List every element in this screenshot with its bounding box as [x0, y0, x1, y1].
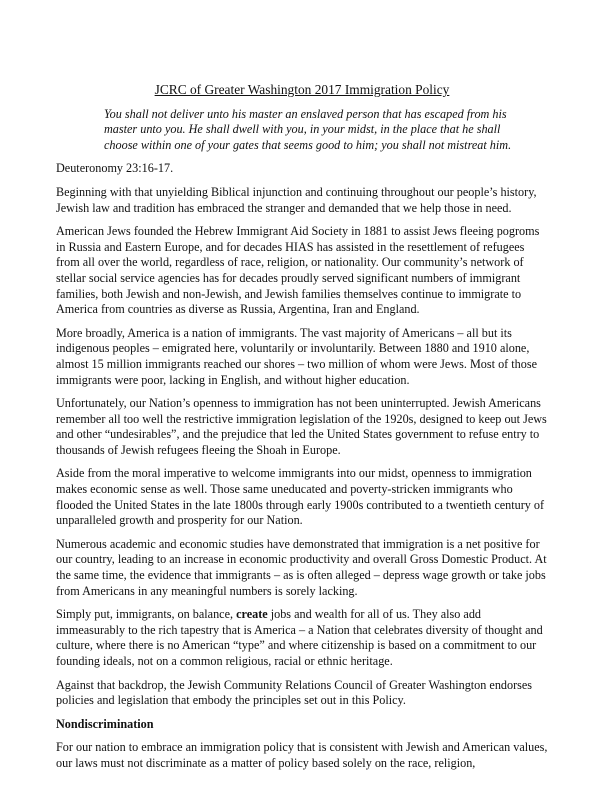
- epigraph-quote: You shall not deliver unto his master an enslaved person that has escaped from his master unto you. He shall dwell with you, in your midst, in the place that he shall choose within one of your gates that seems good to him; you shall not mistreat him.: [104, 106, 512, 152]
- paragraph-economic-sense: Aside from the moral imperative to welcome immigrants into our midst, openness to immigration makes economic sense as well. Those same uneducated and poverty-stricken immigrants who flooded the United States in the late 1800s through early 1900s contributed to a twentieth century of unparalleled growth and prosperity for our Nation.: [56, 466, 545, 528]
- paragraph-tradition: Beginning with that unyielding Biblical injunction and continuing throughout our people’s history, Jewish law and tradition has embraced the stranger and demanded that we help those in need.: [56, 184, 537, 215]
- paragraph-endorsement: Against that backdrop, the Jewish Community Relations Council of Greater Washington endorses policies and legislation that embody the principles set out in this Policy.: [56, 677, 533, 708]
- paragraph-hias: American Jews founded the Hebrew Immigrant Aid Society in 1881 to assist Jews fleeing pogroms in Russia and Eastern Europe, and for decades HIAS has assisted in the resettlement of refugees from all over the world, regardless of race, religion, or nationality. Our community’s network of stellar social service agencies has for decades proudly served significant numbers of immigrant families, both Jewish and non-Jewish, and Jewish families themselves continue to immigrate to America from countries as diverse as Russia, Argentina, Iran and England.: [56, 224, 540, 317]
- paragraph-nondiscrimination: For our nation to embrace an immigration policy that is consistent with Jewish and American values, our laws must not discriminate as a matter of policy based solely on the race, religion,: [56, 740, 548, 770]
- section-heading-nondiscrimination: Nondiscrimination: [56, 716, 154, 731]
- paragraph-create-jobs: [56, 607, 548, 669]
- create-para-before: Simply put, immigrants, on balance,: [56, 607, 237, 622]
- document-title: JCRC of Greater Washington 2017 Immigration Policy: [154, 82, 450, 97]
- paragraph-restrictions: Unfortunately, our Nation’s openness to immigration has not been uninterrupted. Jewish Americans remember all too well the restrictive immigration legislation of the 1920s, designed to keep out Jews and other “undesirables”, and the prejudice that led the United States government to refuse entry to thousands of Jewish refugees fleeing the Shoah in Europe.: [56, 396, 547, 457]
- create-para-after: jobs and wealth for all of us. They also add immeasurably to the rich tapestry that is America – a Nation that celebrates diversity of thought and culture, where there is no American “type” and where citizenship is based on a commitment to our founding ideals, not on a common religious, racial or ethnic heritage.: [56, 607, 543, 668]
- paragraph-studies: Numerous academic and economic studies have demonstrated that immigration is a net positive for our country, leading to an increase in economic productivity and overall Gross Domestic Product. At the same time, the evidence that immigrants – as is often alleged – depress wage growth or take jobs from Americans in any meaningful numbers is sorely lacking.: [56, 536, 547, 598]
- create-para-bold: create: [236, 607, 268, 622]
- document-page: [56, 82, 548, 780]
- paragraph-nation-of-immigrants: More broadly, America is a nation of immigrants. The vast majority of Americans – all but its indigenous peoples – emigrated here, voluntarily or involuntarily. Between 1880 and 1910 alone, almost 15 million immigrants reached our shores – two million of whom were Jews. Most of those immigrants were poor, lacking in English, and without higher education.: [56, 325, 538, 387]
- epigraph-citation: Deuteronomy 23:16-17.: [56, 161, 174, 176]
